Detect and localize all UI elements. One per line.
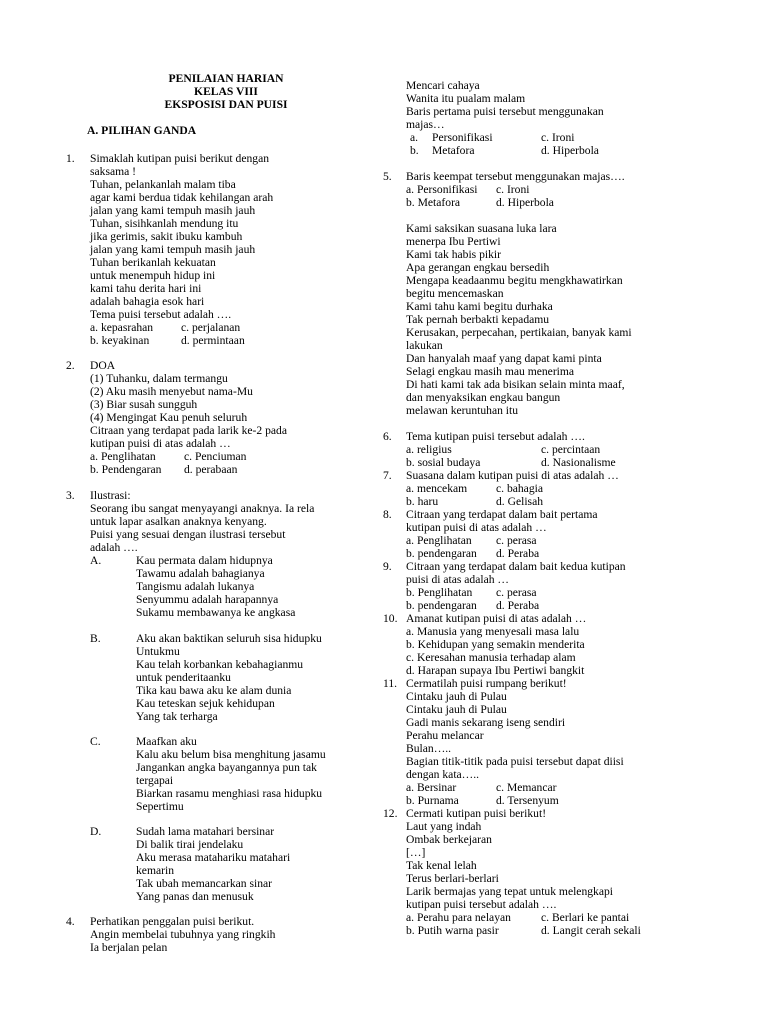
text-line: Di balik tirai jendelaku	[136, 838, 244, 851]
text-line: (3) Biar susah sungguh	[90, 398, 198, 411]
text-line: kutipan puisi tersebut adalah ….	[406, 898, 557, 911]
text-line: jalan yang kami tempuh masih jauh	[90, 243, 256, 256]
text-line: Ombak berkejaran	[406, 833, 492, 846]
text-line: Larik bermajas yang tepat untuk melengkapi	[406, 885, 614, 898]
text-line: A.	[90, 554, 102, 567]
text-line: Cermatilah puisi rumpang berikut!	[406, 677, 567, 690]
text-line: b. Putih warna pasir	[406, 924, 499, 937]
text-line: d. Langit cerah sekali	[541, 924, 641, 937]
text-line: Mengapa keadaanmu begitu mengkhawatirkan	[406, 274, 623, 287]
text-line: majas…	[406, 118, 445, 131]
text-line: a. kepasrahan	[90, 321, 154, 334]
text-line: Puisi yang sesuai dengan ilustrasi tersebut	[90, 528, 286, 541]
text-line: c. perjalanan	[181, 321, 241, 334]
text-line: a. Penglihatan	[90, 450, 156, 463]
text-line: saksama !	[90, 165, 137, 178]
text-line: Baris pertama puisi tersebut menggunakan	[406, 105, 604, 118]
text-line: Tak pernah berbakti kepadamu	[406, 313, 550, 326]
text-line: kutipan puisi di atas adalah …	[406, 521, 547, 534]
text-line: Untukmu	[136, 645, 180, 658]
text-line: D.	[90, 825, 102, 838]
text-line: begitu mencemaskan	[406, 287, 504, 300]
text-line: Bagian titik-titik pada puisi tersebut dapat diisi	[406, 755, 624, 768]
text-line: Kerusakan, perpecahan, pertikaian, banyak kami	[406, 326, 632, 339]
text-line: untuk lapar asalkan anaknya kenyang.	[90, 515, 267, 528]
text-line: 6.	[383, 430, 392, 443]
text-line: dan menyaksikan engkau bangun	[406, 391, 561, 404]
text-line: b. haru	[406, 495, 439, 508]
text-line: 9.	[383, 560, 392, 573]
text-line: d. Gelisah	[496, 495, 544, 508]
text-line: kutipan puisi di atas adalah …	[90, 437, 231, 450]
text-line: Tika kau bawa aku ke alam dunia	[136, 684, 292, 697]
text-line: 10.	[383, 612, 398, 625]
text-line: Yang tak terharga	[136, 710, 218, 723]
text-line: Ilustrasi:	[90, 489, 131, 502]
text-line: Sudah lama matahari bersinar	[136, 825, 275, 838]
text-line: Tema kutipan puisi tersebut adalah ….	[406, 430, 585, 443]
text-line: Metafora	[432, 144, 475, 157]
text-line: b. Purnama	[406, 794, 459, 807]
exam-subject: EKSPOSISI DAN PUISI	[164, 98, 288, 111]
text-line: kemarin	[136, 864, 174, 877]
text-line: C.	[90, 735, 101, 748]
text-line: Perahu melancar	[406, 729, 484, 742]
text-line: c. Ironi	[496, 183, 530, 196]
text-line: jika gerimis, sakit ibuku kambuh	[90, 230, 243, 243]
text-line: untuk penderitaanku	[136, 671, 231, 684]
text-line: adalah bahagia esok hari	[90, 295, 205, 308]
text-line: Kami saksikan suasana luka lara	[406, 222, 557, 235]
text-line: c. percintaan	[541, 443, 601, 456]
text-line: a. Personifikasi	[406, 183, 478, 196]
text-line: Baris keempat tersebut menggunakan majas….	[406, 170, 625, 183]
text-line: Ia berjalan pelan	[90, 941, 168, 954]
text-line: Cermati kutipan puisi berikut!	[406, 807, 547, 820]
text-line: a.	[410, 131, 419, 144]
text-line: d. permintaan	[181, 334, 245, 347]
text-line: 12.	[383, 807, 398, 820]
text-line: Tawamu adalah bahagianya	[136, 567, 265, 580]
text-line: DOA	[90, 359, 116, 372]
exam-class: KELAS VIII	[194, 85, 258, 98]
text-line: Laut yang indah	[406, 820, 482, 833]
text-line: d. Hiperbola	[541, 144, 599, 157]
text-line: b. pendengaran	[406, 547, 477, 560]
text-line: Selagi engkau masih mau menerima	[406, 365, 575, 378]
text-line: B.	[90, 632, 101, 645]
text-line: Aku merasa matahariku matahari	[136, 851, 291, 864]
text-line: Tuhan, sisihkanlah mendung itu	[90, 217, 239, 230]
text-line: Terus berlari-berlari	[406, 872, 499, 885]
text-line: b. Penglihatan	[406, 586, 473, 599]
text-line: Citraan yang terdapat dalam bait kedua kutipan	[406, 560, 626, 573]
text-line: kami tahu derita hari ini	[90, 282, 202, 295]
text-line: b. Pendengaran	[90, 463, 162, 476]
text-line: Simaklah kutipan puisi berikut dengan	[90, 152, 270, 165]
text-line: d. perabaan	[184, 463, 238, 476]
text-line: Seorang ibu sangat menyayangi anaknya. Ia rela	[90, 502, 315, 515]
text-line: 11.	[383, 677, 398, 690]
text-line: Mencari cahaya	[406, 79, 480, 92]
text-line: 1.	[66, 152, 75, 165]
text-line: Kau teteskan sejuk kehidupan	[136, 697, 275, 710]
text-line: Biarkan rasamu menghiasi rasa hidupku	[136, 787, 323, 800]
text-line: jalan yang kami tempuh masih jauh	[90, 204, 256, 217]
text-line: b.	[410, 144, 419, 157]
text-line: Kau permata dalam hidupnya	[136, 554, 273, 567]
text-line: Tangismu adalah lukanya	[136, 580, 255, 593]
text-line: d. Nasionalisme	[541, 456, 616, 469]
text-line: c. Berlari ke pantai	[541, 911, 630, 924]
text-line: 3.	[66, 489, 75, 502]
text-line: c. Penciuman	[184, 450, 247, 463]
text-line: Cintaku jauh di Pulau	[406, 703, 507, 716]
text-line: Suasana dalam kutipan puisi di atas adalah …	[406, 469, 619, 482]
text-line: Kau telah korbankan kebahagianmu	[136, 658, 304, 671]
text-line: Tak ubah memancarkan sinar	[136, 877, 272, 890]
text-line: b. sosial budaya	[406, 456, 481, 469]
text-line: Kalu aku belum bisa menghitung jasamu	[136, 748, 326, 761]
text-line: (2) Aku masih menyebut nama-Mu	[90, 385, 253, 398]
text-line: tergapai	[136, 774, 174, 787]
text-line: Personifikasi	[432, 131, 493, 144]
section-heading: A. PILIHAN GANDA	[87, 124, 197, 137]
text-line: c. Keresahan manusia terhadap alam	[406, 651, 576, 664]
text-line: d. Peraba	[496, 547, 540, 560]
text-line: (1) Tuhanku, dalam termangu	[90, 372, 228, 385]
text-line: a. Bersinar	[406, 781, 457, 794]
text-line: 2.	[66, 359, 75, 372]
text-line: Yang panas dan menusuk	[136, 890, 254, 903]
text-line: Sukamu membawanya ke angkasa	[136, 606, 296, 619]
text-line: c. perasa	[496, 534, 537, 547]
text-line: Tema puisi tersebut adalah ….	[90, 308, 232, 321]
text-line: puisi di atas adalah …	[406, 573, 510, 586]
text-line: Dan hanyalah maaf yang dapat kami pinta	[406, 352, 602, 365]
text-line: a. Penglihatan	[406, 534, 472, 547]
text-line: menerpa Ibu Pertiwi	[406, 235, 501, 248]
text-line: b. keyakinan	[90, 334, 150, 347]
text-line: melawan keruntuhan itu	[406, 404, 519, 417]
text-line: b. pendengaran	[406, 599, 477, 612]
exam-title: PENILAIAN HARIAN	[168, 72, 284, 85]
text-line: a. religius	[406, 443, 452, 456]
text-line: Kami tak habis pikir	[406, 248, 501, 261]
text-line: Maafkan aku	[136, 735, 197, 748]
text-line: adalah ….	[90, 541, 138, 554]
text-line: b. Metafora	[406, 196, 461, 209]
text-line: dengan kata…..	[406, 768, 480, 781]
text-line: Gadi manis sekarang iseng sendiri	[406, 716, 566, 729]
text-line: Di hati kami tak ada bisikan selain minta maaf,	[406, 378, 625, 391]
text-line: a. mencekam	[406, 482, 468, 495]
text-line: Tak kenal lelah	[406, 859, 477, 872]
text-line: Tuhan berikanlah kekuatan	[90, 256, 216, 269]
text-line: (4) Mengingat Kau penuh seluruh	[90, 411, 248, 424]
text-line: Wanita itu pualam malam	[406, 92, 526, 105]
text-line: […]	[406, 846, 426, 859]
text-line: untuk menempuh hidup ini	[90, 269, 216, 282]
text-line: Amanat kutipan puisi di atas adalah …	[406, 612, 587, 625]
text-line: Tuhan, pelankanlah malam tiba	[90, 178, 236, 191]
text-line: Jangankan angka bayangannya pun tak	[136, 761, 317, 774]
text-line: c. Memancar	[496, 781, 557, 794]
text-line: d. Harapan supaya Ibu Pertiwi bangkit	[406, 664, 585, 677]
text-line: 5.	[383, 170, 392, 183]
text-line: 8.	[383, 508, 392, 521]
text-line: Angin membelai tubuhnya yang ringkih	[90, 928, 276, 941]
text-line: Kami tahu kami begitu durhaka	[406, 300, 553, 313]
text-line: Cintaku jauh di Pulau	[406, 690, 507, 703]
text-line: d. Tersenyum	[496, 794, 559, 807]
text-line: a. Manusia yang menyesali masa lalu	[406, 625, 580, 638]
text-line: Aku akan baktikan seluruh sisa hidupku	[136, 632, 322, 645]
text-line: d. Hiperbola	[496, 196, 554, 209]
text-line: 4.	[66, 915, 75, 928]
text-line: Citraan yang terdapat pada larik ke-2 pada	[90, 424, 288, 437]
text-line: b. Kehidupan yang semakin menderita	[406, 638, 585, 651]
text-line: Sepertimu	[136, 800, 184, 813]
text-line: Senyummu adalah harapannya	[136, 593, 279, 606]
text-line: 7.	[383, 469, 392, 482]
text-line: c. Ironi	[541, 131, 575, 144]
text-line: c. perasa	[496, 586, 537, 599]
text-line: lakukan	[406, 339, 443, 352]
text-line: a. Perahu para nelayan	[406, 911, 511, 924]
text-line: Citraan yang terdapat dalam bait pertama	[406, 508, 598, 521]
text-line: c. bahagia	[496, 482, 543, 495]
text-line: agar kami berdua tidak kehilangan arah	[90, 191, 274, 204]
text-line: Bulan…..	[406, 742, 452, 755]
text-line: Apa gerangan engkau bersedih	[406, 261, 550, 274]
text-line: Perhatikan penggalan puisi berikut.	[90, 915, 255, 928]
text-line: d. Peraba	[496, 599, 540, 612]
